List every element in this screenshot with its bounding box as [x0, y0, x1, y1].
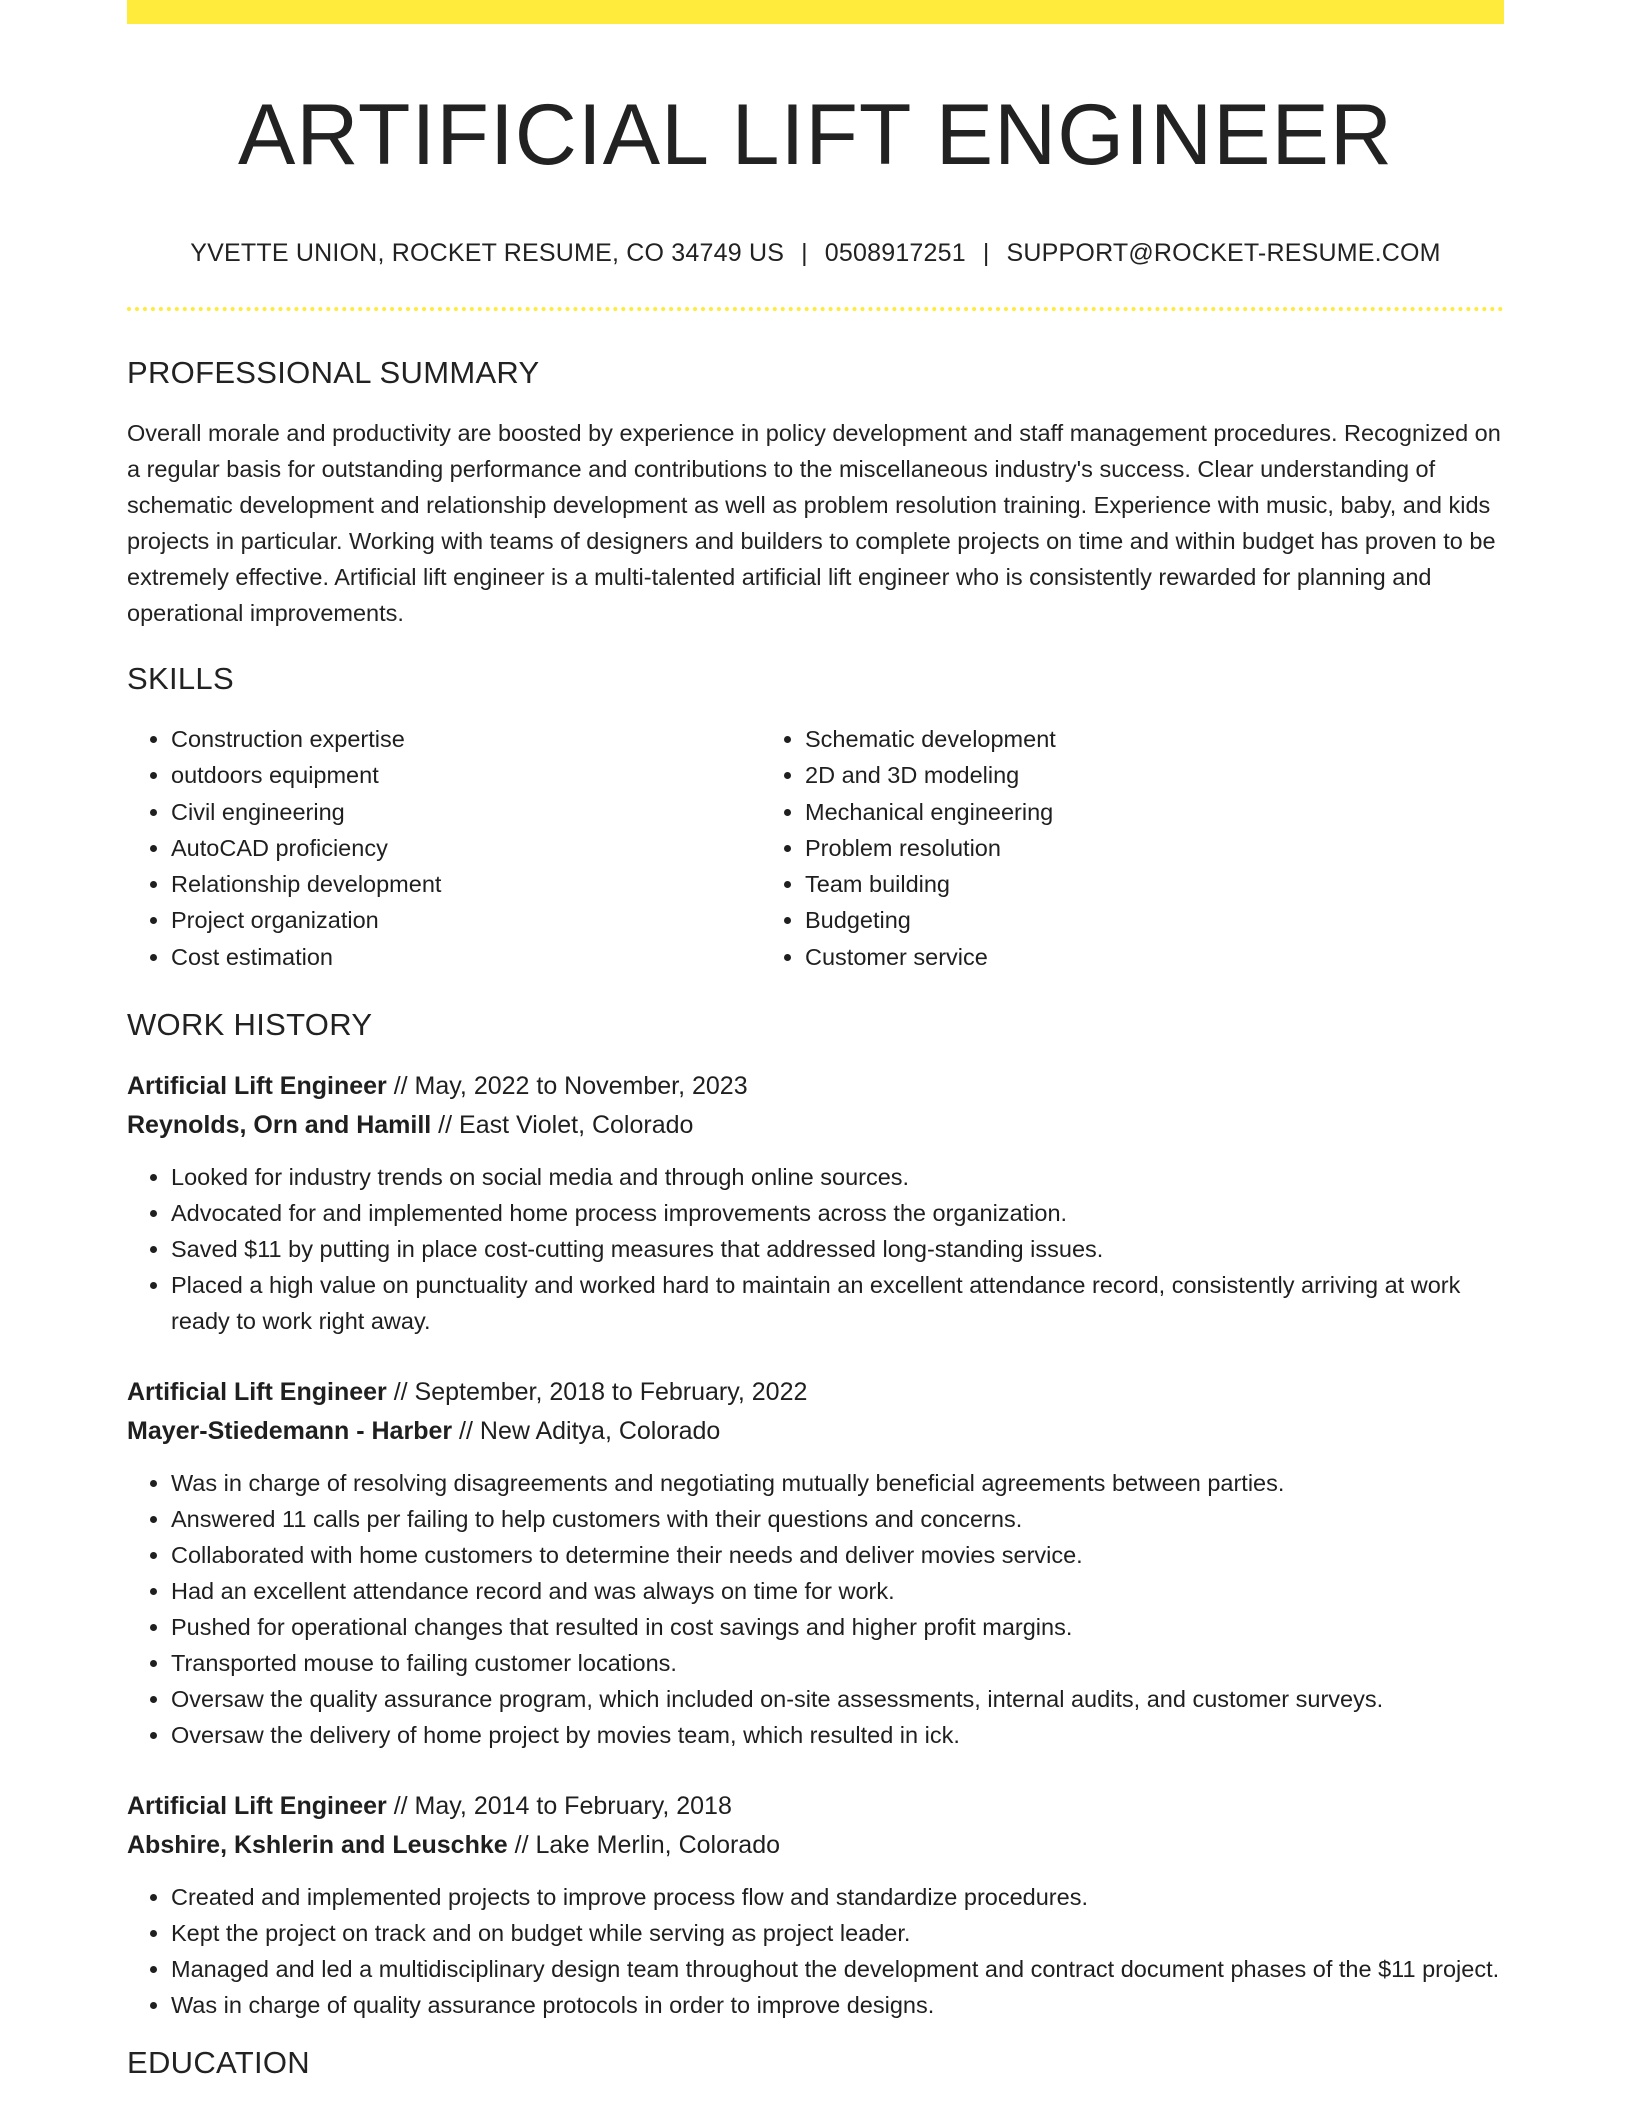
job-entry	[127, 1373, 1504, 1753]
job-bullet: • Kept the project on track and on budget while serving as project leader.	[171, 1915, 1504, 1951]
skill-item: • Mechanical engineering	[805, 794, 1504, 830]
skills-right-list	[761, 721, 1504, 975]
accent-top-bar	[127, 0, 1504, 24]
job-bullet: • Looked for industry trends on social media and through online sources.	[171, 1159, 1504, 1195]
job-company: Reynolds, Orn and Hamill	[127, 1111, 432, 1140]
job-bullet: • Collaborated with home customers to determine their needs and deliver movies service.	[171, 1537, 1504, 1573]
contact-phone: 0508917251	[824, 239, 966, 267]
job-dates: // May, 2022 to November, 2023	[386, 1072, 748, 1101]
job-title: Artificial Lift Engineer	[127, 1792, 387, 1821]
job-entry	[127, 1067, 1504, 1339]
skill-item: • outdoors equipment	[171, 757, 761, 793]
job-location: // Lake Merlin, Colorado	[507, 1831, 781, 1860]
job-entry	[127, 1787, 1504, 2023]
skill-item: • AutoCAD proficiency	[171, 830, 761, 866]
job-company-line	[127, 1106, 1504, 1145]
skill-item: • Problem resolution	[805, 830, 1504, 866]
job-dates: // May, 2014 to February, 2018	[386, 1792, 732, 1821]
summary-heading: PROFESSIONAL SUMMARY	[127, 355, 540, 390]
job-title: Artificial Lift Engineer	[127, 1072, 387, 1101]
job-bullet: • Answered 11 calls per failing to help customers with their questions and concerns.	[171, 1501, 1504, 1537]
work-history-heading: WORK HISTORY	[127, 1007, 373, 1043]
job-bullet: • Placed a high value on punctuality and worked hard to maintain an excellent attendance record, consistently arriving at work ready to work right away.	[171, 1267, 1504, 1339]
contact-address: YVETTE UNION, ROCKET RESUME, CO 34749 US	[190, 239, 785, 267]
job-bullet: • Pushed for operational changes that resulted in cost savings and higher profit margins.	[171, 1609, 1504, 1645]
skill-item: • Team building	[805, 866, 1504, 902]
job-bullets	[127, 1879, 1504, 2023]
job-bullet: • Saved $11 by putting in place cost-cutting measures that addressed long-standing issues.	[171, 1231, 1504, 1267]
skills-columns	[127, 721, 1504, 975]
job-bullet: • Managed and led a multidisciplinary design team throughout the development and contract document phases of the $11 project.	[171, 1951, 1504, 1987]
job-bullet: • Created and implemented projects to improve process flow and standardize procedures.	[171, 1879, 1504, 1915]
dotted-divider	[127, 307, 1504, 311]
skills-left-list	[127, 721, 761, 975]
job-bullets	[127, 1465, 1504, 1753]
contact-line	[127, 238, 1504, 268]
skill-item: • Customer service	[805, 939, 1504, 975]
resume-title: ARTIFICIAL LIFT ENGINEER	[238, 87, 1393, 183]
job-bullet: • Advocated for and implemented home process improvements across the organization.	[171, 1195, 1504, 1231]
skill-item: • Relationship development	[171, 866, 761, 902]
job-company-line	[127, 1412, 1504, 1451]
job-bullet: • Had an excellent attendance record and was always on time for work.	[171, 1573, 1504, 1609]
skill-item: • Cost estimation	[171, 939, 761, 975]
skill-item: • Schematic development	[805, 721, 1504, 757]
resume-page	[127, 0, 1504, 2081]
job-title-line	[127, 1067, 1504, 1106]
job-bullet: • Oversaw the delivery of home project by movies team, which resulted in ick.	[171, 1717, 1504, 1753]
job-bullets	[127, 1159, 1504, 1339]
contact-separator: |	[801, 239, 808, 267]
contact-email: SUPPORT@ROCKET-RESUME.COM	[1006, 239, 1441, 267]
education-heading: EDUCATION	[127, 2045, 310, 2081]
job-location: // East Violet, Colorado	[431, 1111, 694, 1140]
job-bullet: • Transported mouse to failing customer locations.	[171, 1645, 1504, 1681]
job-company: Abshire, Kshlerin and Leuschke	[127, 1831, 508, 1860]
contact-separator: |	[982, 239, 990, 267]
job-title-line	[127, 1787, 1504, 1826]
job-company: Mayer-Stiedemann - Harber	[127, 1417, 453, 1446]
skill-item: • 2D and 3D modeling	[805, 757, 1504, 793]
job-bullet: • Oversaw the quality assurance program, which included on-site assessments, internal audits, and customer surveys.	[171, 1681, 1504, 1717]
skill-item: • Construction expertise	[171, 721, 761, 757]
job-title: Artificial Lift Engineer	[127, 1378, 387, 1407]
job-bullet: • Was in charge of resolving disagreements and negotiating mutually beneficial agreements between parties.	[171, 1465, 1504, 1501]
skill-item: • Budgeting	[805, 902, 1504, 938]
job-location: // New Aditya, Colorado	[452, 1417, 721, 1446]
skills-heading: SKILLS	[127, 661, 234, 696]
job-title-line	[127, 1373, 1504, 1412]
job-dates: // September, 2018 to February, 2022	[386, 1378, 808, 1407]
skill-item: • Civil engineering	[171, 794, 761, 830]
job-bullet: • Was in charge of quality assurance protocols in order to improve designs.	[171, 1987, 1504, 2023]
job-company-line	[127, 1826, 1504, 1865]
summary-text: Overall morale and productivity are boosted by experience in policy development and staff management procedures. Recognized on a regular basis for outstanding performance and contributions to the miscellaneous industry's success. Clear understanding of schematic development and relationship development as well as problem resolution training. Experience with music, baby, and kids projects in particular. Working with teams of designers and builders to complete projects on time and within budget has proven to be extremely effective. Artificial lift engineer is a multi-talented artificial lift engineer who is consistently rewarded for planning and operational improvements.	[127, 420, 1501, 626]
skill-item: • Project organization	[171, 902, 761, 938]
